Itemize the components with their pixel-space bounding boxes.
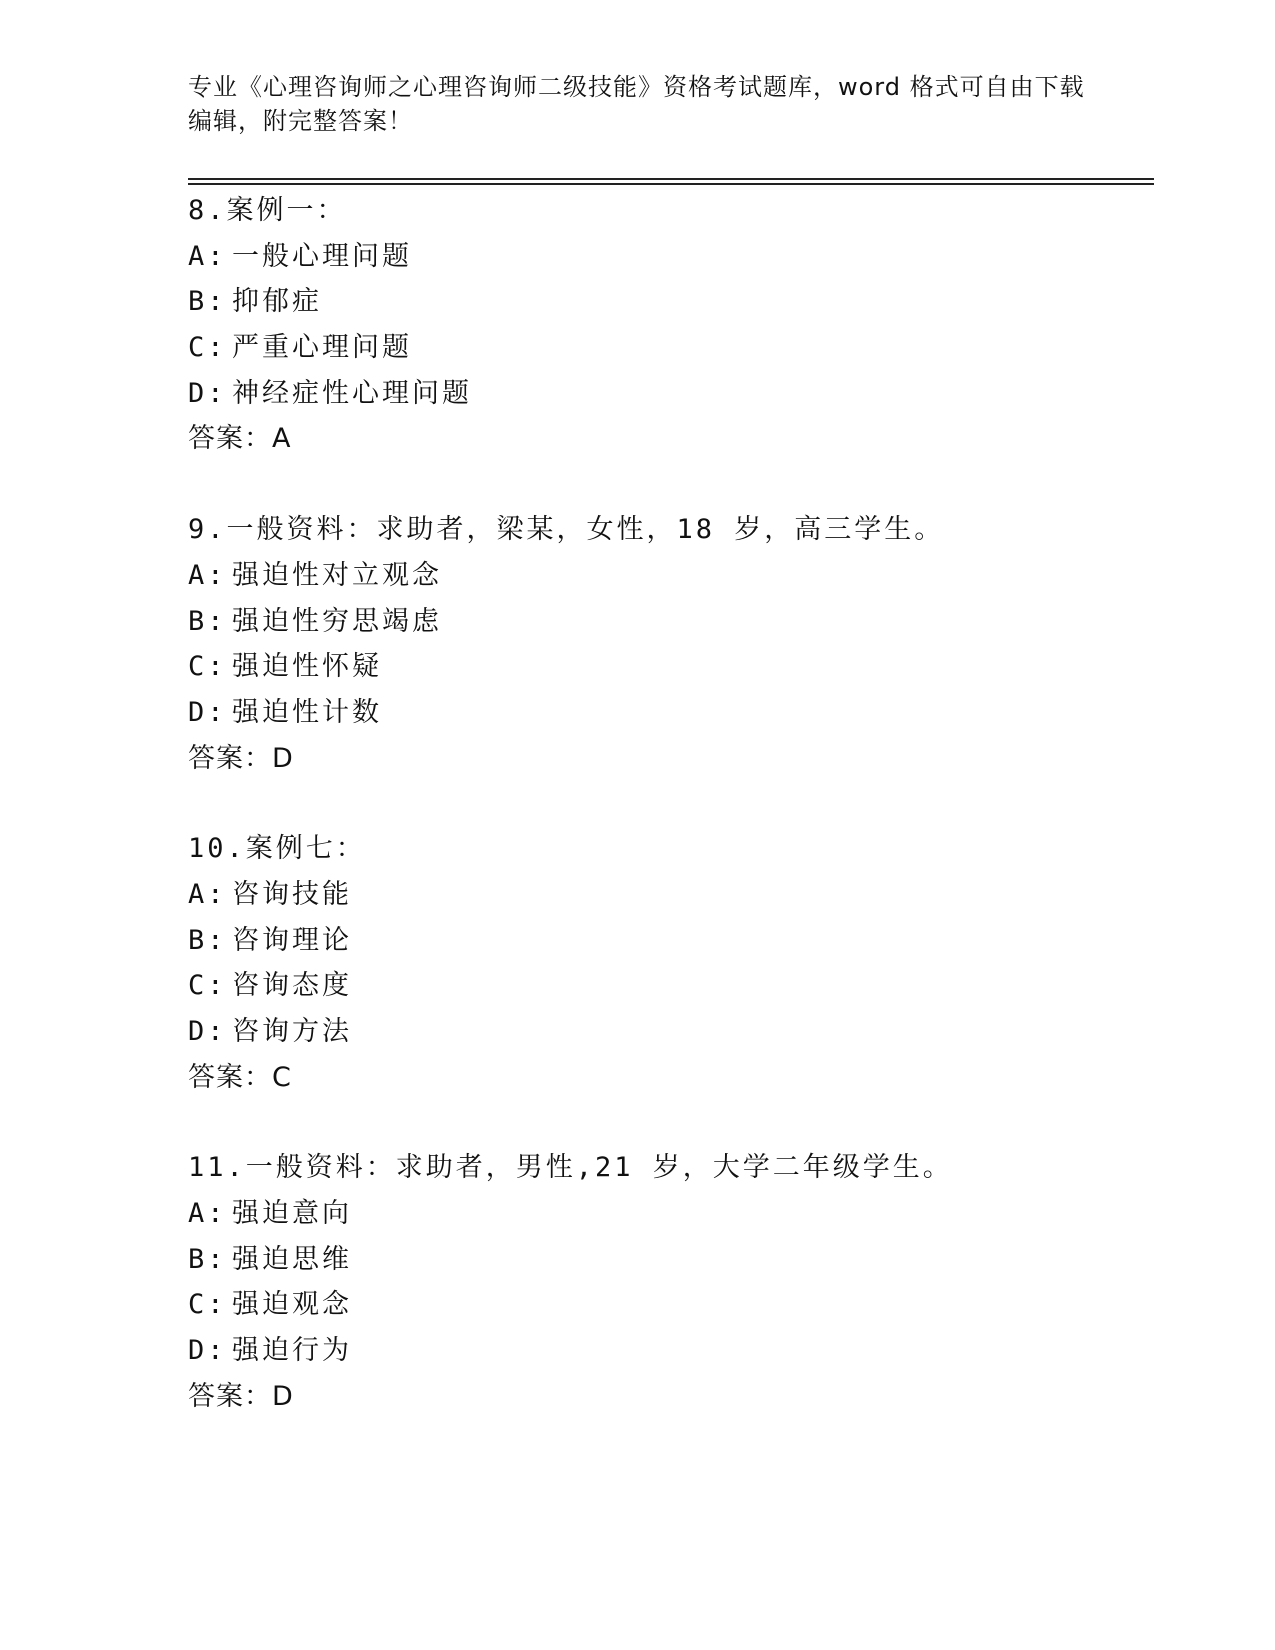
option-letter: C: bbox=[188, 332, 227, 364]
option-text: 强迫行为 bbox=[232, 1335, 352, 1367]
option-letter: A: bbox=[188, 240, 227, 272]
answer-line: 答案：D bbox=[188, 742, 294, 774]
option-text: 强迫性穷思竭虑 bbox=[232, 605, 442, 637]
option-text: 强迫意向 bbox=[232, 1198, 352, 1230]
header-line-2: 编辑，附完整答案！ bbox=[188, 107, 413, 135]
question-stem: 11.一般资料：求助者，男性,21 岁，大学二年级学生。 bbox=[188, 1152, 953, 1184]
option-text: 抑郁症 bbox=[232, 286, 322, 318]
option-letter: C: bbox=[188, 651, 227, 683]
option-letter: D: bbox=[188, 377, 227, 409]
option-text: 咨询方法 bbox=[232, 1016, 352, 1047]
question-9 bbox=[188, 507, 1148, 781]
option-letter: D: bbox=[188, 1335, 227, 1367]
option-text: 严重心理问题 bbox=[232, 332, 412, 364]
option-a bbox=[188, 872, 1148, 918]
option-text: 强迫思维 bbox=[232, 1243, 352, 1275]
option-a bbox=[188, 553, 1148, 599]
option-text: 强迫性对立观念 bbox=[232, 559, 442, 591]
option-c bbox=[188, 1282, 1148, 1328]
question-stem: 8.案例一： bbox=[188, 195, 347, 226]
option-letter: C: bbox=[188, 1289, 227, 1321]
option-letter: B: bbox=[188, 286, 227, 318]
header-divider-bottom bbox=[188, 183, 1154, 185]
question-stem: 9.一般资料：求助者，梁某，女性，18 岁，高三学生。 bbox=[188, 514, 945, 546]
option-text: 神经症性心理问题 bbox=[232, 377, 472, 409]
option-text: 强迫性计数 bbox=[232, 696, 382, 728]
option-text: 一般心理问题 bbox=[232, 240, 412, 272]
question-8 bbox=[188, 188, 1148, 462]
header-divider-top bbox=[188, 178, 1154, 180]
answer-line: 答案：A bbox=[188, 423, 292, 455]
option-text: 咨询态度 bbox=[232, 970, 352, 1002]
option-c bbox=[188, 325, 1148, 371]
document-header bbox=[188, 70, 1088, 138]
option-letter: A: bbox=[188, 1198, 227, 1230]
option-c bbox=[188, 644, 1148, 690]
option-letter: A: bbox=[188, 878, 227, 910]
question-11 bbox=[188, 1145, 1148, 1419]
option-c bbox=[188, 963, 1148, 1009]
answer-line: 答案：D bbox=[188, 1380, 294, 1412]
question-stem: 10.案例七： bbox=[188, 833, 366, 865]
question-10 bbox=[188, 826, 1148, 1100]
option-letter: A: bbox=[188, 559, 227, 591]
option-letter: B: bbox=[188, 1243, 227, 1275]
option-letter: B: bbox=[188, 605, 227, 637]
option-d bbox=[188, 690, 1148, 736]
option-d bbox=[188, 371, 1148, 417]
option-b bbox=[188, 1237, 1148, 1283]
option-d bbox=[188, 1328, 1148, 1374]
option-a bbox=[188, 234, 1148, 280]
option-a bbox=[188, 1191, 1148, 1237]
option-letter: D: bbox=[188, 696, 227, 728]
option-text: 强迫性怀疑 bbox=[232, 651, 382, 683]
header-line-1: 专业《心理咨询师之心理咨询师二级技能》资格考试题库，word 格式可自由下载 bbox=[188, 73, 1085, 101]
option-letter: B: bbox=[188, 924, 227, 956]
option-text: 强迫观念 bbox=[232, 1289, 352, 1321]
option-d bbox=[188, 1009, 1148, 1055]
option-letter: C: bbox=[188, 970, 227, 1002]
question-list bbox=[188, 188, 1148, 1420]
option-letter: D: bbox=[188, 1016, 227, 1047]
option-b bbox=[188, 279, 1148, 325]
option-text: 咨询技能 bbox=[232, 878, 352, 910]
answer-line: 答案：C bbox=[188, 1061, 292, 1093]
option-b bbox=[188, 918, 1148, 964]
option-text: 咨询理论 bbox=[232, 924, 352, 956]
option-b bbox=[188, 599, 1148, 645]
